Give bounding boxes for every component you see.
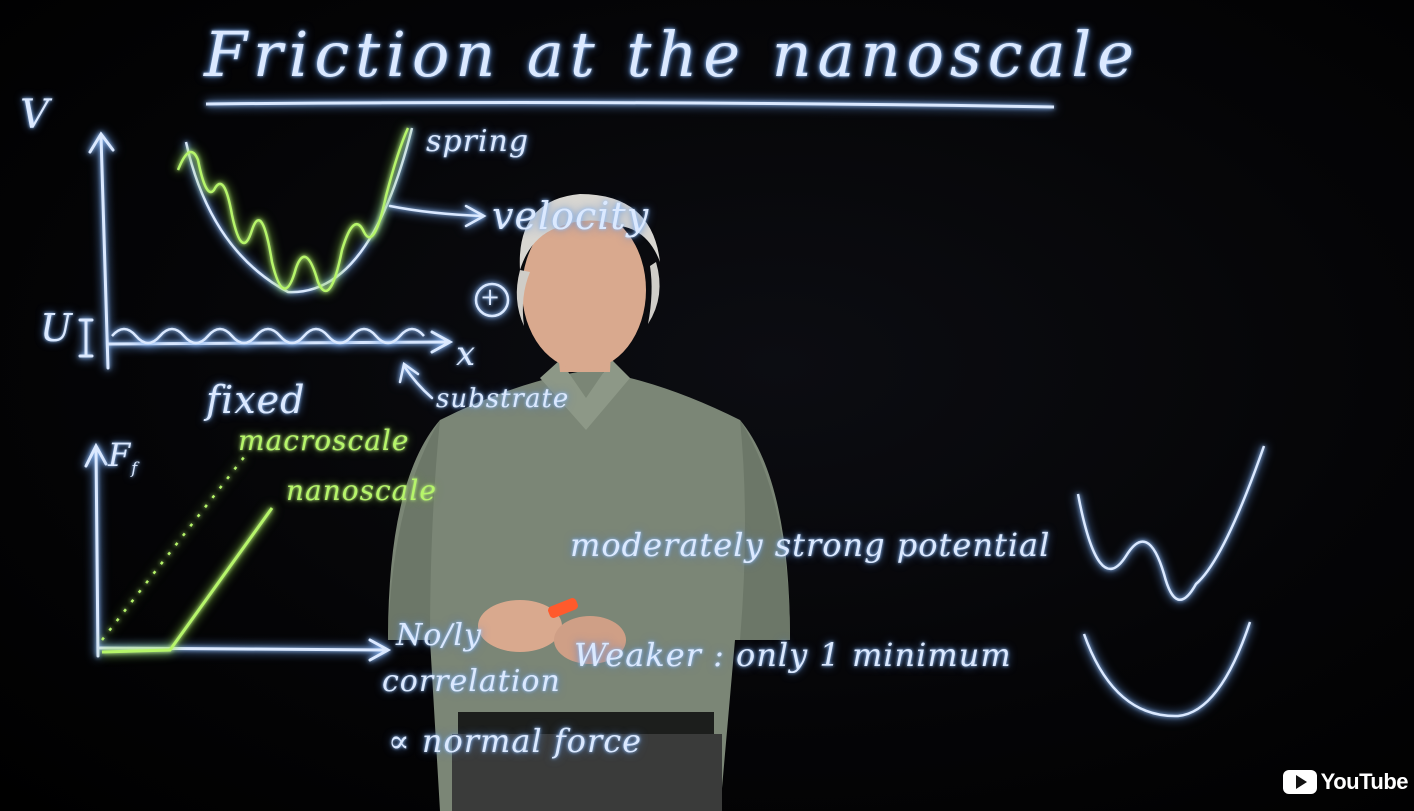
amplitude-label: U [40, 306, 74, 350]
substrate-annotation: substrate [436, 384, 570, 414]
youtube-label: YouTube [1320, 769, 1408, 794]
note-line-2: correlation [382, 664, 561, 699]
right-note-line-2: Weaker : only 1 minimum [574, 636, 1012, 674]
macroscale-legend-label: macroscale [238, 424, 410, 457]
bottom-plot-y-label: $F_f$ [108, 436, 139, 478]
top-plot-y-label: V [20, 92, 50, 138]
right-note-line-1: moderately strong potential [570, 526, 1051, 564]
youtube-play-icon [1283, 770, 1317, 794]
nanoscale-legend-label: nanoscale [286, 474, 437, 507]
note-line-3: ∝ normal force [388, 722, 643, 760]
note-line-1: No/ly [396, 618, 482, 653]
page-title: Friction at the nanoscale [204, 18, 1140, 91]
spring-annotation: spring [426, 124, 530, 159]
velocity-annotation: velocity [492, 194, 650, 238]
top-plot-x-label: x [456, 334, 477, 374]
youtube-watermark[interactable] [1283, 769, 1408, 795]
fixed-annotation: fixed [206, 378, 306, 422]
circled-plus-label: + [480, 283, 502, 311]
